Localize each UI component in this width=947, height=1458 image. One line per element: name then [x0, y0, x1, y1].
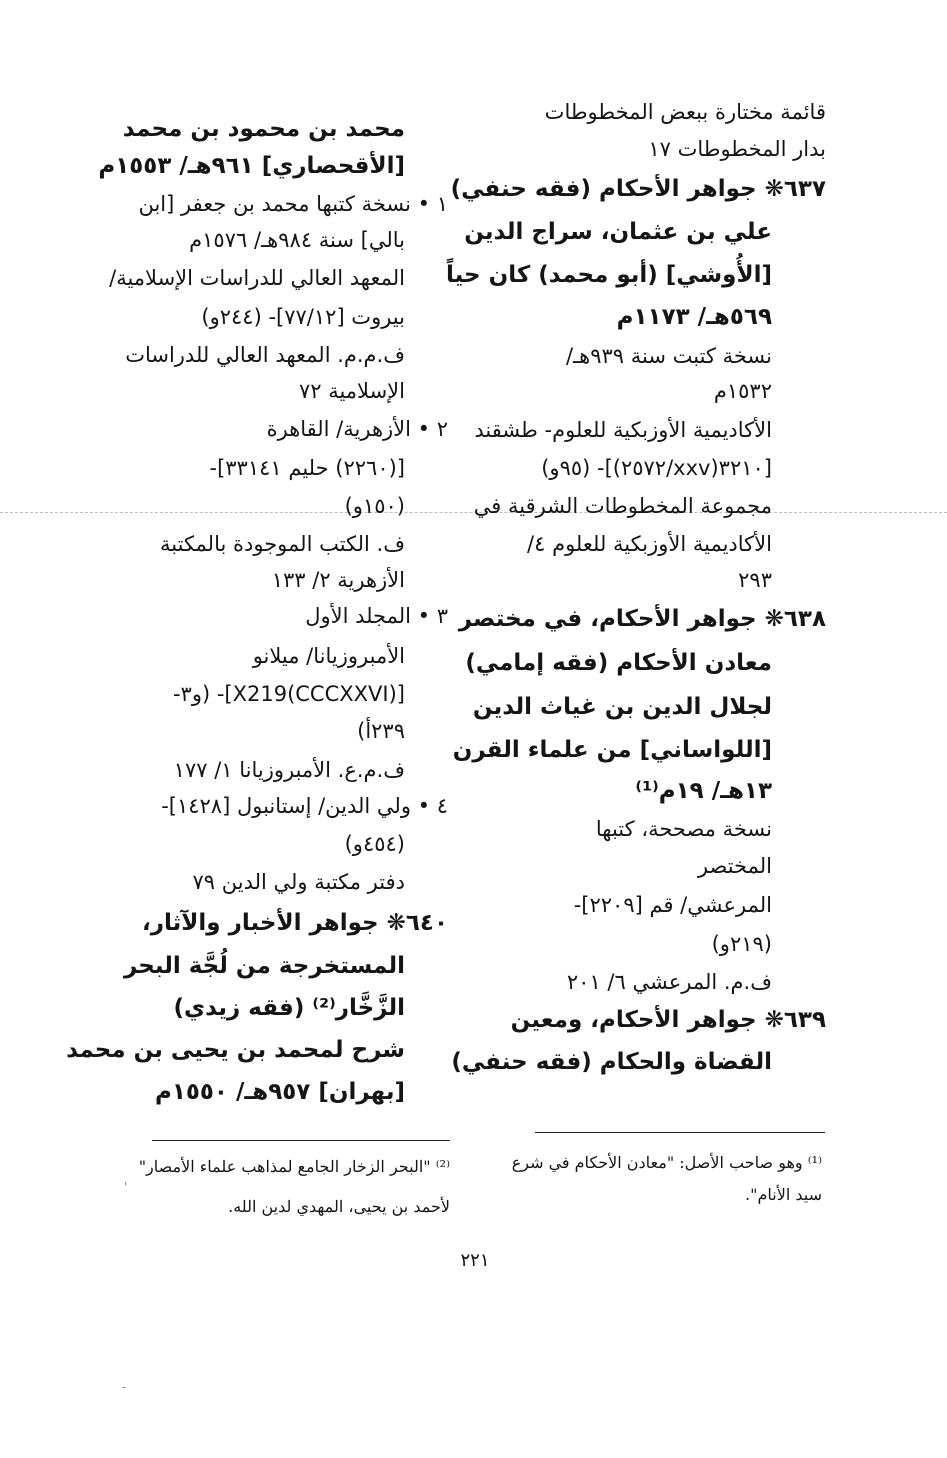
- right-line-6: ٥٦٩هـ/ ١١٧٣م: [616, 304, 772, 330]
- left-line-12: ف. الكتب الموجودة بالمكتبة: [160, 532, 405, 556]
- right-line-15: معادن الأحكام (فقه إمامي): [465, 650, 772, 676]
- copy-4: ٤ • ولي الدين/ إستانبول [١٤٢٨]-: [161, 794, 448, 818]
- right-line-8: ١٥٣٢م: [713, 379, 772, 403]
- right-line-21: المرعشي/ قم [٢٢٠٩]-: [573, 893, 772, 917]
- left-line-5: المعهد العالي للدراسات الإسلامية/: [109, 266, 405, 290]
- right-line-11: مجموعة المخطوطات الشرقية في: [473, 494, 772, 518]
- copy-1: ١ • نسخة كتبها محمد بن جعفر [ابن: [138, 192, 448, 216]
- copy-2: ٢ • الأزهرية/ القاهرة: [266, 417, 448, 441]
- copy-3: ٣ • المجلد الأول: [305, 604, 448, 628]
- right-line-20: المختصر: [697, 854, 772, 878]
- right-line-25: القضاة والحكام (فقه حنفي): [451, 1049, 772, 1075]
- right-line-7: نسخة كتبت سنة ٩٣٩هـ/: [565, 344, 772, 368]
- right-line-23: ف.م. المرعشي ٦/ ٢٠١: [566, 970, 772, 994]
- right-line-19: نسخة مصححة، كتبها: [595, 817, 772, 841]
- left-line-6: بيروت [٧٧/١٢]- (٢٤٤و): [201, 305, 405, 329]
- left-line-25: شرح لمحمد بن يحيى بن محمد: [66, 1037, 405, 1063]
- left-line-23: المستخرجة من لُجَّة البحر: [123, 953, 405, 979]
- right-line-16: لجلال الدين بن غياث الدين: [472, 694, 772, 720]
- right-line-12: الأكاديمية الأوزبكية للعلوم ٤/: [527, 532, 772, 556]
- footnote-rule-right: [535, 1132, 825, 1133]
- footnote-1-line-1: ⁽¹⁾ وهو صاحب الأصل: "معادن الأحكام في شرع: [511, 1153, 822, 1172]
- left-line-26: [بهران] ٩٥٧هـ/ ١٥٥٠م: [154, 1079, 405, 1105]
- entry-638-title: ٦٣٨❋ جواهر الأحكام، في مختصر: [458, 606, 826, 632]
- right-line-1: قائمة مختارة ببعض المخطوطات: [544, 100, 826, 124]
- left-line-10: [(٢٢٦٠) حليم ٣٣١٤١]-: [209, 456, 405, 480]
- left-line-18: ف.م.ع. الأمبروزيانا ١/ ١٧٧: [173, 758, 405, 782]
- entry-639-title: ٦٣٩❋ جواهر الأحكام، ومعين: [510, 1007, 826, 1033]
- right-line-9: الأكاديمية الأوزبكية للعلوم- طشقند: [474, 418, 772, 442]
- left-line-15: الأمبروزيانا/ ميلانو: [252, 644, 405, 668]
- footnote-2-line-2: لأحمد بن يحيى، المهدي لدين الله.: [228, 1197, 450, 1216]
- left-line-13: الأزهرية ٢/ ١٣٣: [271, 568, 405, 592]
- entry-637-title: ٦٣٧❋ جواهر الأحكام (فقه حنفي): [450, 176, 826, 202]
- right-line-17: [اللواساني] من علماء القرن: [452, 737, 772, 763]
- left-line-8: الإسلامية ٧٢: [298, 379, 405, 403]
- left-line-24: الزَّخَّار⁽²⁾ (فقه زيدي): [173, 995, 405, 1021]
- right-line-22: (٢١٩و): [711, 932, 772, 956]
- right-line-18: ١٣هـ/ ١٩م⁽¹⁾: [635, 778, 772, 804]
- left-line-20: (٤٥٤و): [344, 832, 405, 856]
- left-line-2: [الأقحصاري] ٩٦١هـ/ ١٥٥٣م: [98, 153, 405, 179]
- scan-mark: ': [124, 1180, 128, 1194]
- entry-640-title: ٦٤٠❋ جواهر الأخبار والآثار،: [142, 910, 448, 936]
- scan-mark: -: [122, 1380, 127, 1394]
- footnote-rule-left: [152, 1140, 450, 1141]
- left-line-11: (١٥٠و): [344, 494, 405, 518]
- left-line-1: محمد بن محمود بن محمد: [122, 116, 405, 142]
- right-line-10: [٣٢١٠(xxv/٢٥٧٢)]- (٩٥و): [541, 456, 772, 480]
- left-line-7: ف.م.م. المعهد العالي للدراسات: [125, 343, 405, 367]
- left-line-16: [X219(CCCXXVI)]- (و٣-: [172, 682, 405, 706]
- footnote-1-line-2: سيد الأنام".: [745, 1185, 822, 1204]
- right-line-5: [الأُوشي] (أبو محمد) كان حياً: [446, 262, 772, 288]
- footnote-2-line-1: ⁽²⁾ "البحر الزخار الجامع لمذاهب علماء الأمصار": [138, 1157, 450, 1176]
- right-line-13: ٢٩٣: [738, 568, 772, 592]
- left-line-17: ٢٣٩أ): [357, 719, 405, 743]
- right-line-2: بدار المخطوطات ١٧: [648, 137, 826, 161]
- left-line-21: دفتر مكتبة ولي الدين ٧٩: [192, 870, 405, 894]
- right-line-4: علي بن عثمان، سراج الدين: [464, 219, 772, 245]
- left-line-4: بالي] سنة ٩٨٤هـ/ ١٥٧٦م: [189, 228, 405, 252]
- page-number: ٢٢١: [460, 1250, 490, 1271]
